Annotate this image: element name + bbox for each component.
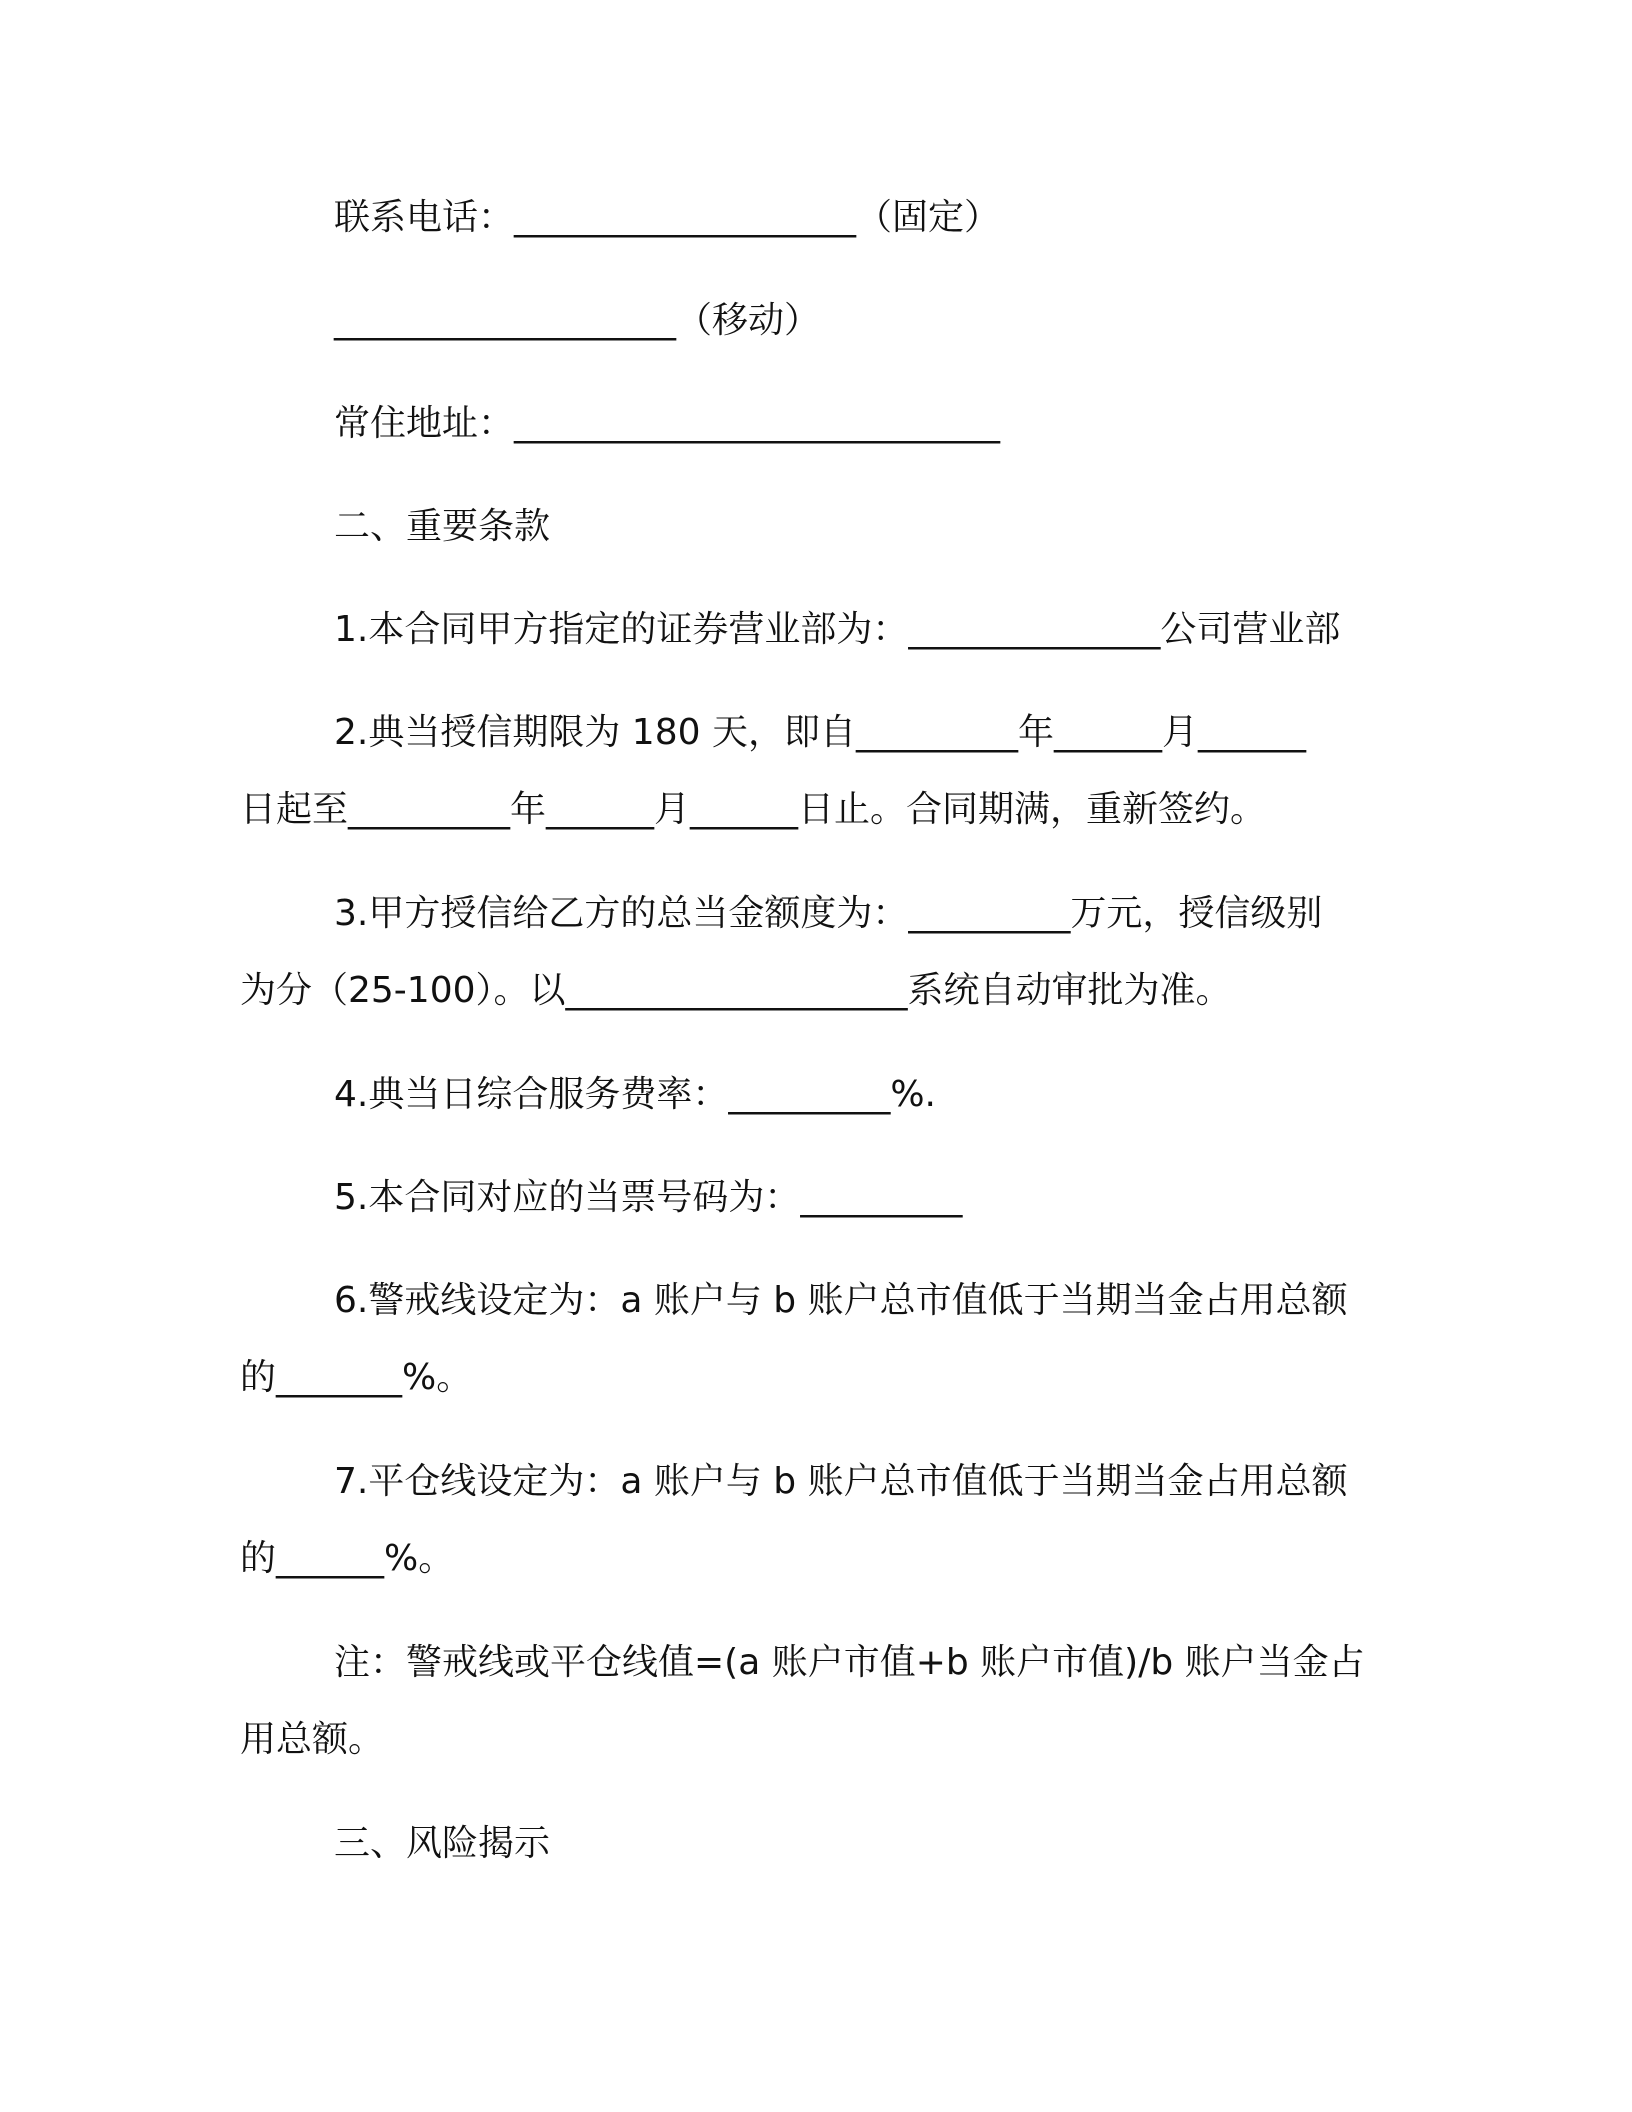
clause-1: 1.本合同甲方指定的证券营业部为：______________公司营业部 <box>334 609 1341 650</box>
section-2-heading: 二、重要条款 <box>334 506 551 547</box>
clause-6-line-1: 6.警戒线设定为：a 账户与 b 账户总市值低于当期当金占用总额 <box>334 1280 1348 1321</box>
contact-phone-mobile-line: ___________________（移动） <box>334 300 821 341</box>
contact-phone-fixed-line: 联系电话：___________________（固定） <box>334 197 1001 238</box>
clause-2-line-2: 日起至_________年______月______日止。合同期满，重新签约。 <box>240 789 1267 830</box>
clause-4: 4.典当日综合服务费率：_________%. <box>334 1074 936 1115</box>
clause-6-line-2: 的_______%。 <box>240 1357 473 1398</box>
section-3-heading: 三、风险揭示 <box>334 1823 551 1864</box>
clause-2-line-1: 2.典当授信期限为 180 天，即自_________年______月______ <box>334 712 1306 753</box>
clause-3-line-1: 3.甲方授信给乙方的总当金额度为：_________万元，授信级别 <box>334 893 1323 934</box>
note-line-1: 注：警戒线或平仓线值=(a 账户市值+b 账户市值)/b 账户当金占 <box>334 1642 1365 1683</box>
clause-5: 5.本合同对应的当票号码为：_________ <box>334 1177 963 1218</box>
clause-3-line-2: 为分（25-100）。以___________________系统自动审批为准。 <box>240 970 1232 1011</box>
residence-address-line: 常住地址：___________________________ <box>334 403 1001 444</box>
clause-7-line-2: 的______%。 <box>240 1538 455 1579</box>
clause-7-line-1: 7.平仓线设定为：a 账户与 b 账户总市值低于当期当金占用总额 <box>334 1461 1348 1502</box>
note-line-2: 用总额。 <box>240 1719 385 1760</box>
